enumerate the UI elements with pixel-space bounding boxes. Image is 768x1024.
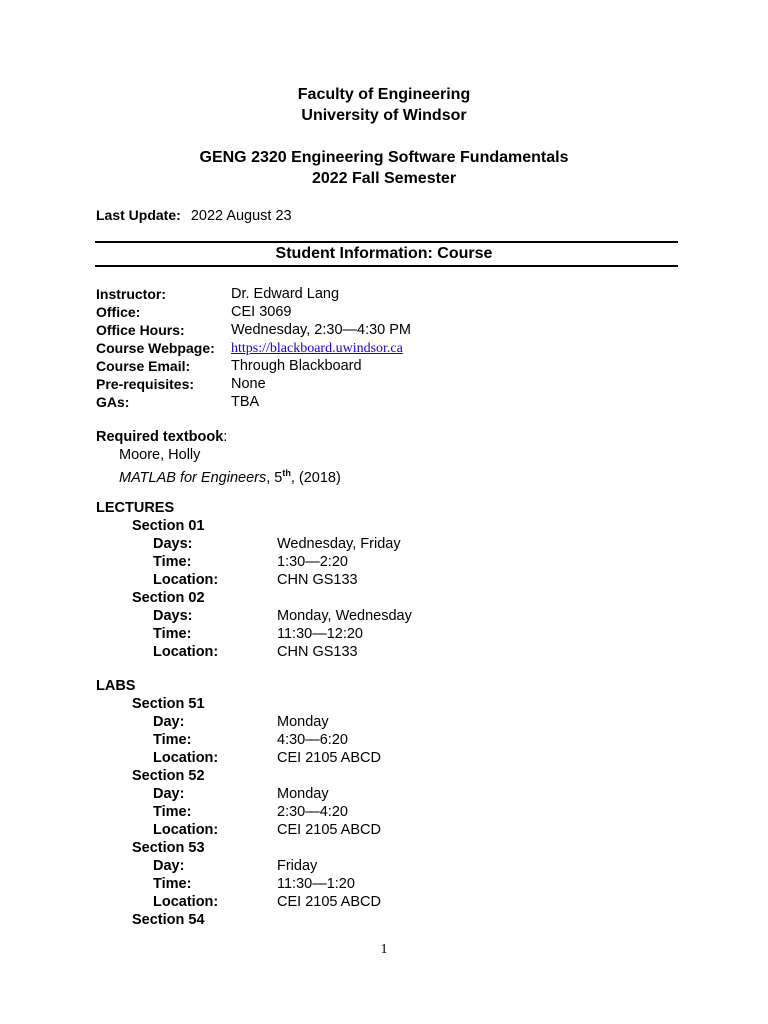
textbook-title: MATLAB for Engineers (119, 469, 267, 486)
info-value: None (231, 376, 266, 392)
schedule-label: Time: (153, 876, 192, 892)
schedule-label: Time: (153, 626, 192, 642)
schedule-label: Location: (153, 894, 219, 910)
info-value: CEI 3069 (231, 304, 292, 320)
textbook-author: Moore, Holly (119, 447, 201, 463)
info-value: Wednesday, 2:30—4:30 PM (231, 322, 412, 338)
schedule-label: Time: (153, 804, 192, 820)
info-label: Course Email: (96, 358, 191, 374)
schedule-label: Days: (153, 608, 193, 624)
schedule-label: Location: (153, 822, 219, 838)
textbook-label-line (96, 428, 341, 446)
info-label: Pre-requisites: (96, 376, 195, 392)
textbook-year: , (2018) (290, 469, 341, 486)
schedule-value: CEI 2105 ABCD (277, 822, 381, 838)
textbook-edition-suffix: th (282, 468, 291, 478)
schedule-value: Monday (277, 786, 329, 802)
schedule-label: Day: (153, 858, 185, 874)
schedule-value: 11:30—12:20 (277, 626, 363, 642)
schedule-value: CHN GS133 (277, 572, 358, 588)
schedule-value: Friday (277, 858, 318, 874)
course-title: GENG 2320 Engineering Software Fundamentals (199, 149, 569, 166)
info-value-cell (231, 339, 403, 358)
university-heading: University of Windsor (301, 107, 467, 124)
schedule-value: CEI 2105 ABCD (277, 894, 381, 910)
bottom-rule (95, 265, 678, 267)
section-heading: Section 01 (132, 518, 205, 534)
info-value: TBA (231, 394, 260, 410)
schedule-value: CEI 2105 ABCD (277, 750, 381, 766)
schedule-value: 2:30—4:20 (277, 804, 348, 820)
section-title: Student Information: Course (275, 245, 493, 262)
info-value: Through Blackboard (231, 358, 362, 374)
textbook-label: Required textbook (96, 429, 224, 445)
schedule-label: Time: (153, 554, 192, 570)
faculty-heading: Faculty of Engineering (297, 86, 471, 103)
schedule-label: Time: (153, 732, 192, 748)
textbook-edition: , 5 (266, 469, 283, 486)
lectures-heading: LECTURES (96, 500, 175, 516)
section-heading: Section 02 (132, 590, 205, 606)
section-heading: Section 53 (132, 840, 205, 856)
schedule-value: 1:30—2:20 (277, 554, 348, 570)
schedule-value: Monday, Wednesday (277, 608, 412, 624)
course-webpage-link[interactable]: https://blackboard.uwindsor.ca (231, 341, 403, 356)
top-rule (95, 241, 678, 243)
info-label: Office: (96, 304, 141, 320)
textbook-citation (96, 464, 341, 487)
schedule-label: Location: (153, 750, 219, 766)
info-label: Instructor: (96, 286, 166, 302)
semester-heading: 2022 Fall Semester (311, 170, 457, 187)
textbook-colon: : (223, 429, 228, 445)
info-label: Office Hours: (96, 322, 185, 338)
info-value: Dr. Edward Lang (231, 286, 340, 302)
schedule-value: Monday (277, 714, 329, 730)
schedule-label: Days: (153, 536, 193, 552)
labs-heading: LABS (96, 678, 136, 694)
schedule-label: Day: (153, 786, 185, 802)
section-heading: Section 52 (132, 768, 205, 784)
schedule-label: Location: (153, 644, 219, 660)
section-heading: Section 51 (132, 696, 205, 712)
schedule-label: Location: (153, 572, 219, 588)
page-number: 1 (380, 942, 388, 957)
info-label: Course Webpage: (96, 340, 215, 356)
schedule-value: CHN GS133 (277, 644, 358, 660)
info-label: GAs: (96, 394, 130, 410)
section-heading: Section 54 (132, 912, 205, 928)
schedule-label: Day: (153, 714, 185, 730)
last-update (96, 205, 292, 226)
last-update-label: Last Update: (96, 207, 181, 223)
last-update-value: 2022 August 23 (190, 208, 292, 224)
textbook-block (96, 428, 341, 487)
schedule-value: 11:30—1:20 (277, 876, 355, 892)
schedule-value: Wednesday, Friday (277, 536, 401, 552)
schedule-value: 4:30—6:20 (277, 732, 348, 748)
